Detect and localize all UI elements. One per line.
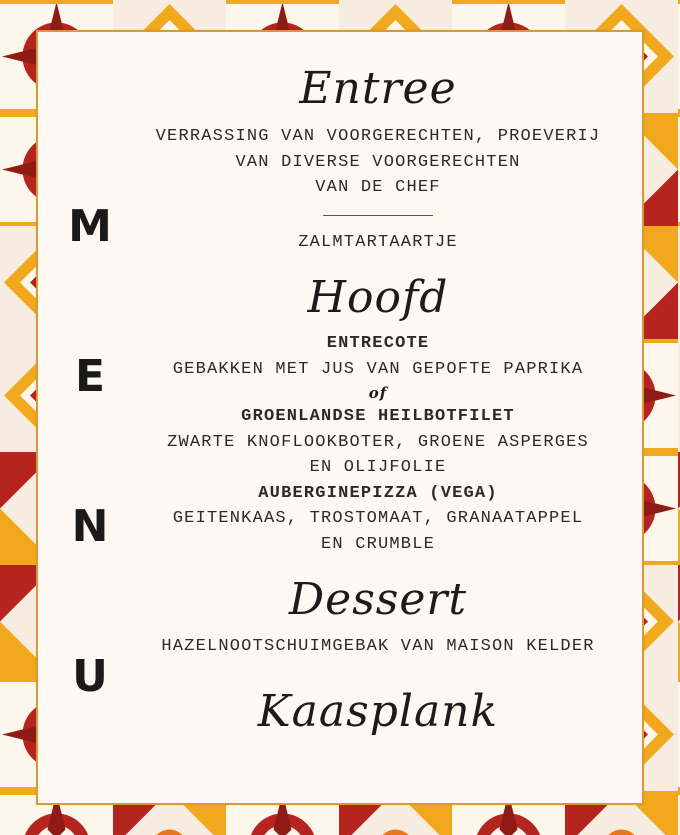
- section-heading-kaasplank: Kaasplank: [257, 686, 499, 738]
- menu-content: [128, 63, 628, 747]
- hoofd-dish-2-name: GROENLANDSE HEILBOTFILET: [241, 407, 515, 427]
- menu-card: [36, 30, 644, 805]
- vertical-menu-label: [60, 152, 120, 752]
- section-heading-hoofd: Hoofd: [307, 272, 449, 324]
- entree-divider: [323, 215, 433, 216]
- dessert-line: HAZELNOOTSCHUIMGEBAK VAN MAISON KELDER: [161, 636, 595, 656]
- section-heading-dessert: Dessert: [288, 574, 468, 626]
- vertical-letter-e: E: [74, 351, 106, 402]
- section-heading-entree: Entree: [299, 63, 457, 114]
- entree-line-1: VERRASSING VAN VOORGERECHTEN, PROEVERIJ: [155, 127, 601, 147]
- hoofd-dish-3-desc-2: EN CRUMBLE: [320, 534, 436, 554]
- hoofd-dish-1-name: ENTRECOTE: [326, 334, 430, 354]
- vertical-letter-u: U: [72, 651, 108, 702]
- vertical-letter-n: N: [71, 501, 109, 552]
- entree-second-course: ZALMTARTAARTJE: [298, 232, 458, 252]
- hoofd-dish-3-name: AUBERGINEPIZZA (VEGA): [258, 483, 498, 503]
- hoofd-dish-2-desc-2: EN OLIJFOLIE: [309, 458, 447, 478]
- vertical-letter-m: M: [68, 201, 112, 252]
- entree-line-3: VAN DE CHEF: [315, 178, 441, 198]
- hoofd-dish-3-desc-1: GEITENKAAS, TROSTOMAAT, GRANAATAPPEL: [172, 509, 584, 529]
- entree-line-2: VAN DIVERSE VOORGERECHTEN: [235, 152, 521, 172]
- hoofd-or-label: of: [368, 384, 388, 403]
- hoofd-dish-2-desc-1: ZWARTE KNOFLOOKBOTER, GROENE ASPERGES: [167, 432, 589, 452]
- hoofd-dish-1-desc: GEBAKKEN MET JUS VAN GEPOFTE PAPRIKA: [172, 359, 584, 379]
